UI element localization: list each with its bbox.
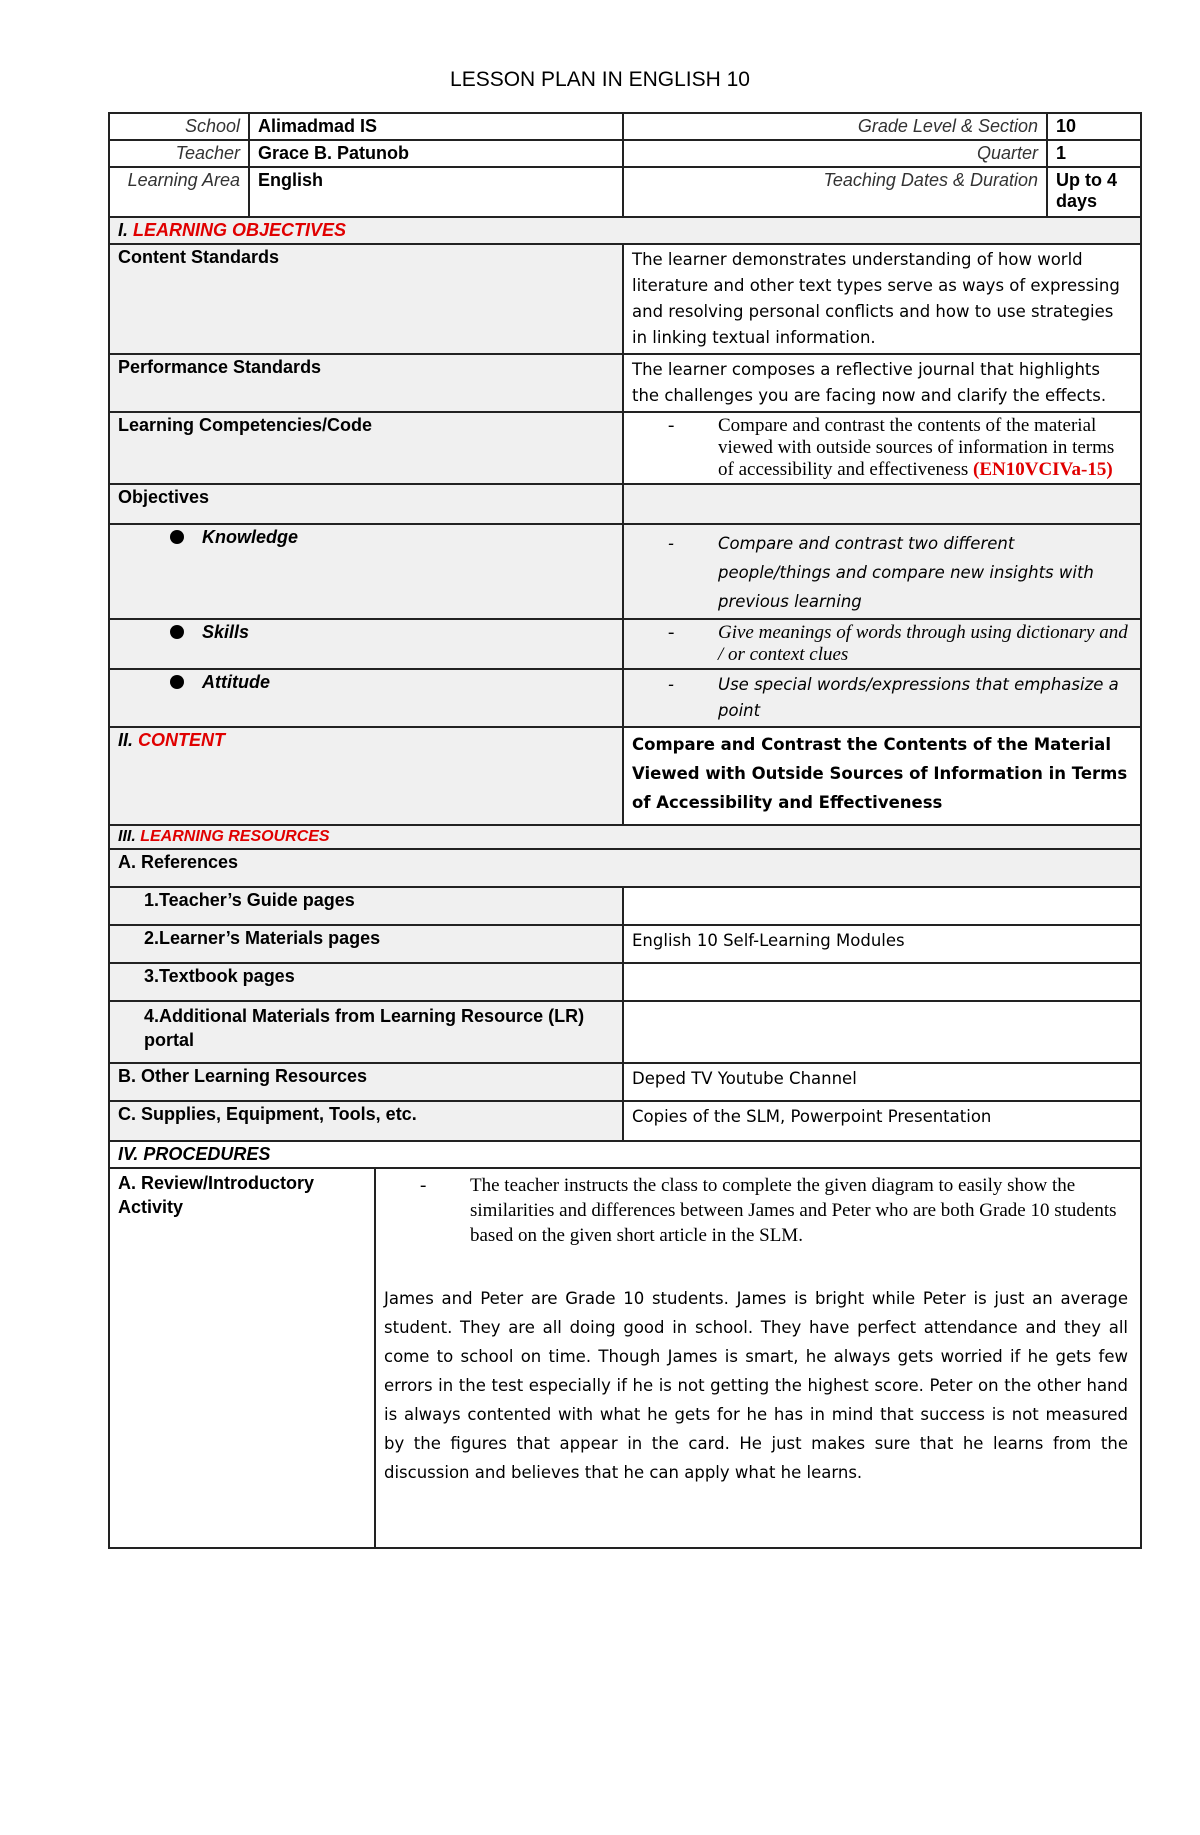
grade-value: 10 <box>1047 113 1141 140</box>
dates-value: Up to 4 days <box>1047 167 1141 217</box>
lesson-plan-table <box>108 112 1142 1549</box>
skills-value: Give meanings of words through using dictionary and / or context clues <box>718 622 1128 665</box>
teacher-row <box>109 140 1141 167</box>
lm-row <box>109 925 1141 963</box>
tg-row <box>109 887 1141 925</box>
objectives-value <box>623 484 1141 524</box>
am-label: 4.Additional Materials from Learning Resource (LR) portal <box>109 1001 623 1063</box>
attitude-value: Use special words/expressions that emphasize a point <box>718 675 1119 720</box>
resources-heading-num: III. <box>118 828 136 845</box>
bullet-icon <box>170 530 184 544</box>
school-value: Alimadmad IS <box>249 113 623 140</box>
objectives-row <box>109 484 1141 524</box>
article-text: James and Peter are Grade 10 students. James is bright while Peter is just an average student. They are all doing good in school. They have perfect attendance and they all come to school on time. Though James is smart, he always gets worried if he gets few errors in the test especially if he is not getting the highest score. Peter on the other hand is always contented with what he gets for he has in mind that success is not measured by the figures that appear in the card. He just makes sure that he learns from the discussion and believes that he can apply what he learns. <box>384 1289 1128 1482</box>
attitude-row <box>109 669 1141 727</box>
knowledge-dash: - <box>668 534 674 553</box>
bullet-icon <box>170 675 184 689</box>
content-row <box>109 727 1141 825</box>
resources-heading: LEARNING RESOURCES <box>140 828 330 845</box>
attitude-label: Attitude <box>202 672 270 692</box>
dates-label: Teaching Dates & Duration <box>623 167 1047 217</box>
quarter-value: 1 <box>1047 140 1141 167</box>
area-value: English <box>249 167 623 217</box>
competencies-dash: - <box>668 415 675 436</box>
content-standards-row <box>109 244 1141 354</box>
instruction-text: The teacher instructs the class to complete the given diagram to easily show the similarities and differences between James and Peter who are both Grade 10 students based on the given short article in the SLM. <box>470 1175 1117 1246</box>
teacher-value: Grace B. Patunob <box>249 140 623 167</box>
performance-standards-value: The learner composes a reflective journal that highlights the challenges you are facing now and clarify the effects. <box>623 354 1141 412</box>
procedures-heading-row <box>109 1141 1141 1168</box>
school-label: School <box>109 113 249 140</box>
page-title: LESSON PLAN IN ENGLISH 10 <box>450 68 750 91</box>
other-resources-value: Deped TV Youtube Channel <box>623 1063 1141 1101</box>
tb-row <box>109 963 1141 1001</box>
content-value: Compare and Contrast the Contents of the Material Viewed with Outside Sources of Information in Terms of Accessibility and Effectiveness <box>623 727 1141 825</box>
competencies-row <box>109 412 1141 484</box>
am-row <box>109 1001 1141 1063</box>
objectives-heading-num: I. <box>118 220 129 240</box>
review-row <box>109 1168 1141 1548</box>
skills-row <box>109 619 1141 669</box>
competency-code: (EN10VCIVa-15) <box>973 459 1113 480</box>
skills-dash: - <box>668 622 675 643</box>
objectives-heading: LEARNING OBJECTIVES <box>133 220 347 240</box>
lm-label: 2.Learner’s Materials pages <box>109 925 623 963</box>
tg-value <box>623 887 1141 925</box>
other-resources-row <box>109 1063 1141 1101</box>
content-heading: CONTENT <box>138 730 226 750</box>
content-heading-num: II. <box>118 730 134 750</box>
procedures-heading: IV. PROCEDURES <box>109 1141 1141 1168</box>
area-row <box>109 167 1141 217</box>
other-resources-label: B. Other Learning Resources <box>109 1063 623 1101</box>
skills-label: Skills <box>202 622 250 642</box>
references-row <box>109 849 1141 887</box>
quarter-label: Quarter <box>623 140 1047 167</box>
supplies-value: Copies of the SLM, Powerpoint Presentation <box>623 1101 1141 1141</box>
tb-label: 3.Textbook pages <box>109 963 623 1001</box>
am-value <box>623 1001 1141 1063</box>
resources-heading-row <box>109 825 1141 849</box>
objectives-label: Objectives <box>109 484 623 524</box>
supplies-label: C. Supplies, Equipment, Tools, etc. <box>109 1101 623 1141</box>
instruction-dash: - <box>420 1175 427 1196</box>
tg-label: 1.Teacher’s Guide pages <box>109 887 623 925</box>
teacher-label: Teacher <box>109 140 249 167</box>
performance-standards-row <box>109 354 1141 412</box>
bullet-icon <box>170 625 184 639</box>
knowledge-row <box>109 524 1141 619</box>
knowledge-value: Compare and contrast two different people/things and compare new insights with previous learning <box>718 534 1094 611</box>
review-label: A. Review/Introductory Activity <box>109 1168 375 1548</box>
knowledge-label: Knowledge <box>202 527 299 547</box>
lm-value: English 10 Self-Learning Modules <box>623 925 1141 963</box>
grade-label: Grade Level & Section <box>623 113 1047 140</box>
attitude-dash: - <box>668 675 674 694</box>
content-standards-value: The learner demonstrates understanding of how world literature and other text types serve as ways of expressing and resolving personal conflicts and how to use strategies in linking textual information. <box>623 244 1141 354</box>
performance-standards-label: Performance Standards <box>109 354 623 412</box>
objectives-heading-row <box>109 217 1141 244</box>
tb-value <box>623 963 1141 1001</box>
area-label: Learning Area <box>109 167 249 217</box>
references-label: A. References <box>109 849 1141 887</box>
school-row <box>109 113 1141 140</box>
content-standards-label: Content Standards <box>109 244 623 354</box>
supplies-row <box>109 1101 1141 1141</box>
competencies-label: Learning Competencies/Code <box>109 412 623 484</box>
competencies-value: Compare and contrast the contents of the material viewed with outside sources of information in terms of accessibility and effectiveness <box>718 415 1115 480</box>
